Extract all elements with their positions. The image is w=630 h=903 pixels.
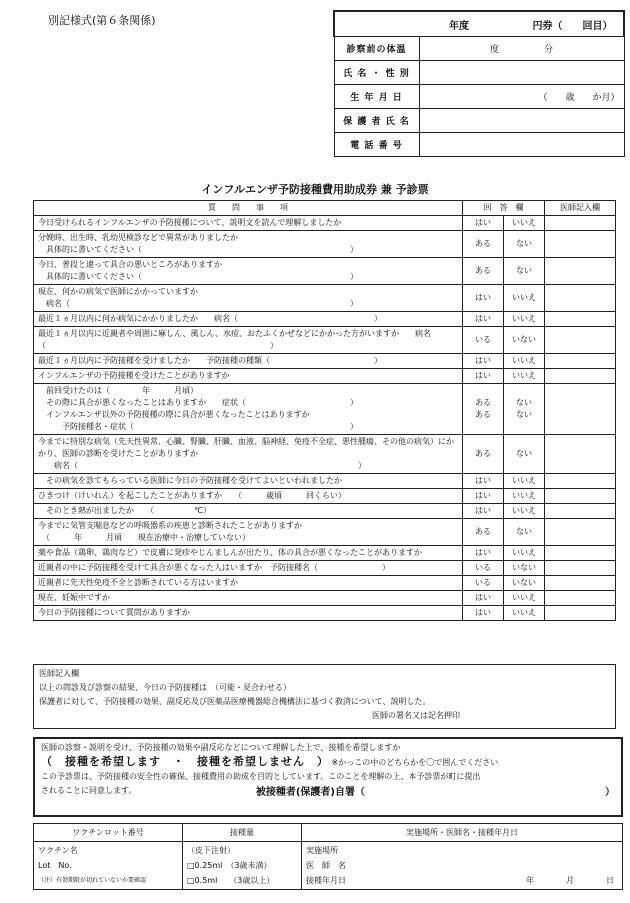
doctor-note-cell[interactable] — [545, 591, 616, 606]
name-gender-field[interactable] — [419, 61, 624, 85]
question-row — [34, 591, 616, 606]
question-row — [34, 231, 616, 258]
temperature-label: 診察前の体温 — [334, 37, 419, 61]
answer-yes[interactable]: はい — [463, 489, 504, 504]
doctor-note-cell[interactable] — [545, 546, 616, 561]
question-text: 前回受けたのは（ 年 月頃） その際に具合が悪くなったことはありますか 症状（ ） インフルエンザ以外の予防接種の際に具合が悪くなったことはありますか 予防接種名・症状（ ） — [34, 384, 463, 435]
answer-yes[interactable]: はい — [463, 474, 504, 489]
answer-no[interactable]: いいえ — [504, 354, 545, 369]
doctor-note-cell[interactable] — [545, 312, 616, 327]
self-signature[interactable]: 被接種者(保護者)自署（ ） — [255, 787, 615, 798]
answer-no[interactable]: いいえ — [504, 285, 545, 312]
answer-no[interactable]: いいえ — [504, 312, 545, 327]
place-header: 実施場所・医師名・接種年月日 — [302, 824, 623, 842]
answer-yes[interactable]: はい — [463, 369, 504, 384]
lot-number-label: Lot No. — [38, 861, 72, 870]
question-text: インフルエンザの予防接種を受けたことがありますか — [34, 369, 463, 384]
answer-no[interactable]: いいえ — [504, 474, 545, 489]
consent-note: ※かっこの中のどちらかを〇で囲んでください — [331, 758, 499, 767]
answer-no[interactable]: いいえ — [504, 606, 545, 621]
consent-agreement-cont: されることに同意します。 — [41, 786, 137, 795]
doctor-note-cell[interactable] — [545, 384, 616, 435]
answer-yes[interactable]: いる — [463, 561, 504, 576]
answer-yes[interactable]: はい — [463, 354, 504, 369]
memo-line-result: 以上の問診及び診察の結果、今日の予防接種は （可能・見合わせる） — [39, 683, 291, 692]
memo-line-explained: 保護者に対して、予防接種の効果、副反応及び医薬品医療機器総合機構法に基づく救済について、説明した。 — [39, 697, 431, 706]
doctor-note-cell[interactable] — [545, 216, 616, 231]
form-number-label: 別記様式(第６条関係) — [48, 14, 156, 27]
consent-question: 医師の診察・説明を受け、予防接種の効果や副反応などについて理解した上で、接種を希望しますか — [41, 743, 401, 752]
question-text: 薬や食品（鶏卵、鶏肉など）で皮膚に発疹やじんましんが出たり、体の具合が悪くなったことがありますか — [34, 546, 463, 561]
answer-header: 回 答 欄 — [463, 201, 545, 216]
lot-header: ワクチンロット番号 — [34, 824, 183, 842]
dose-cell — [183, 842, 302, 890]
doctor-memo — [33, 664, 616, 729]
phone-label: 電 話 番 号 — [334, 133, 419, 157]
place-label: 実施場所 — [306, 846, 338, 855]
question-row — [34, 576, 616, 591]
question-row — [34, 561, 616, 576]
answer-yes[interactable]: いる — [463, 327, 504, 354]
birthdate-field[interactable]: （ 歳 か月） — [419, 85, 624, 109]
answer-no[interactable]: いいえ — [504, 369, 545, 384]
question-header: 質 問 事 項 — [34, 201, 463, 216]
question-text: ひきつけ（けいれん）を起こしたことがありますか （ 歳頃 回くらい） — [34, 489, 463, 504]
answer-no[interactable]: ない ない — [504, 384, 545, 435]
lot-cell[interactable] — [34, 842, 183, 890]
answer-yes[interactable]: はい — [463, 546, 504, 561]
question-text: 最近１ヵ月以内に予防接種を受けましたか 予防接種の種類（ ） — [34, 354, 463, 369]
answer-yes[interactable]: はい — [463, 591, 504, 606]
question-row — [34, 546, 616, 561]
form-title: インフルエンザ予防接種費用助成券 兼 予診票 — [201, 183, 429, 196]
doctor-note-cell[interactable] — [545, 489, 616, 504]
vaccine-name-label: ワクチン名 — [38, 846, 78, 855]
answer-yes[interactable]: はい — [463, 504, 504, 519]
answer-no[interactable]: ない — [504, 519, 545, 546]
question-text: 今までに気管支喘息などの呼吸器系の疾患と診断されたことがありますか （ 年 月頃 現在治療中・治療していない） — [34, 519, 463, 546]
consent-box — [33, 737, 623, 817]
doctor-note-cell[interactable] — [545, 231, 616, 258]
question-text: 最近１ヵ月以内に近親者や周囲に麻しん、風しん、水痘、おたふくかぜなどにかかった方がいますか 病名（ ） — [34, 327, 463, 354]
answer-no[interactable]: ない — [504, 435, 545, 474]
question-row — [34, 285, 616, 312]
temperature-field[interactable]: 度 分 — [419, 37, 624, 61]
doctor-note-cell[interactable] — [545, 354, 616, 369]
answer-no[interactable]: いいえ — [504, 216, 545, 231]
dose-option-05[interactable]: □0.5ml （3歳以上） — [187, 876, 275, 885]
question-row — [34, 354, 616, 369]
answer-yes[interactable]: ある — [463, 519, 504, 546]
doctor-note-cell[interactable] — [545, 258, 616, 285]
dose-option-025[interactable]: □0.25ml （3歳未満） — [187, 861, 272, 870]
question-row — [34, 606, 616, 621]
name-gender-label: 氏 名 ・ 性 別 — [334, 61, 419, 85]
answer-no[interactable]: いない — [504, 327, 545, 354]
question-row — [34, 384, 616, 435]
question-row — [34, 369, 616, 384]
question-text: 近親者の中に予防接種を受けて具合が悪くなった人はいますか 予防接種名（ ） — [34, 561, 463, 576]
answer-yes[interactable]: ある — [463, 435, 504, 474]
question-text: 今までに特別な病気（先天性異常、心臓、腎臓、肝臓、血液、脳神経、免疫不全症、悪性腫瘍、その他の病気）にかかり、医師の診断を受けたことがありますか 病名（ ） — [34, 435, 463, 474]
question-text: 最近１ヵ月以内に何か病気にかかりましたか 病名（ ） — [34, 312, 463, 327]
question-row — [34, 216, 616, 231]
doctor-note-cell[interactable] — [545, 435, 616, 474]
doctor-note-cell[interactable] — [545, 576, 616, 591]
question-text: 近親者に先天性免疫不全と診断されている方はいますか — [34, 576, 463, 591]
question-text: 今日の予防接種について質問がありますか — [34, 606, 463, 621]
doctor-note-cell[interactable] — [545, 327, 616, 354]
place-cell[interactable] — [302, 842, 623, 890]
doctor-signature-label[interactable]: 医師の署名又は記名押印 — [372, 711, 460, 720]
answer-yes[interactable]: ある — [463, 258, 504, 285]
answer-yes[interactable]: はい — [463, 285, 504, 312]
question-text: 現在、妊娠中ですか — [34, 591, 463, 606]
answer-yes[interactable]: はい — [463, 216, 504, 231]
question-row — [34, 504, 616, 519]
doctor-note-cell[interactable] — [545, 474, 616, 489]
date-label: 接種年月日 — [306, 876, 346, 885]
answer-no[interactable]: ない — [504, 231, 545, 258]
guardian-label: 保 護 者 氏 名 — [334, 109, 419, 133]
answer-no[interactable]: いいえ — [504, 489, 545, 504]
answer-no[interactable]: いいえ — [504, 546, 545, 561]
question-row — [34, 519, 616, 546]
question-text: そのとき熱が出ましたか （ ℃） — [34, 504, 463, 519]
answer-no[interactable]: ない — [504, 258, 545, 285]
question-row — [34, 327, 616, 354]
question-text: 現在、何かの病気で医師にかかっていますか 病名（ ） — [34, 285, 463, 312]
question-row — [34, 489, 616, 504]
doctor-note-cell[interactable] — [545, 561, 616, 576]
doctor-note-cell[interactable] — [545, 369, 616, 384]
doctor-name-label: 医 師 名 — [306, 861, 346, 870]
year-ticket-header: 年度 円券（ 回目） — [334, 11, 624, 37]
expiry-note: （注）有効期限が切れていないか要確認 — [38, 877, 147, 884]
answer-no[interactable]: いない — [504, 576, 545, 591]
consent-choice[interactable]: （ 接種を希望します ・ 接種を希望しません ） — [41, 755, 329, 768]
patient-info-table — [333, 10, 625, 157]
dose-header: 接種量 — [183, 824, 302, 842]
vaccine-table — [33, 823, 623, 890]
question-row — [34, 435, 616, 474]
question-row — [34, 474, 616, 489]
date-format: 年 月 日 — [526, 876, 614, 885]
dose-route: （皮下注射） — [187, 846, 235, 855]
question-row — [34, 258, 616, 285]
guardian-field[interactable] — [419, 109, 624, 133]
answer-yes[interactable]: はい — [463, 312, 504, 327]
answer-yes[interactable]: ある — [463, 231, 504, 258]
answer-no[interactable]: いない — [504, 561, 545, 576]
consent-agreement: この予診票は、予防接種の安全性の確保、接種費用の助成を目的としています。このことを理解の上、本予診票が町に提出 — [41, 772, 481, 781]
answer-yes[interactable]: ある ある — [463, 384, 504, 435]
doctor-note-cell[interactable] — [545, 519, 616, 546]
phone-field[interactable] — [419, 133, 624, 157]
doctor-note-cell[interactable] — [545, 504, 616, 519]
answer-yes[interactable]: はい — [463, 606, 504, 621]
questionnaire-table — [33, 200, 616, 621]
question-text: 分娩時、出生時、乳幼児検診などで異常がありましたか 具体的に書いてください（ ） — [34, 231, 463, 258]
doctor-note-cell[interactable] — [545, 606, 616, 621]
question-text: 今日、普段と違って具合の悪いところがありますか 具体的に書いてください（ ） — [34, 258, 463, 285]
question-text: その病気を診てもらっている医師に今日の予防接種を受けてよいといわれましたか — [34, 474, 463, 489]
answer-yes[interactable]: いる — [463, 576, 504, 591]
answer-no[interactable]: いいえ — [504, 591, 545, 606]
question-text: 今日受けられるインフルエンザの予防接種について、説明文を読んで理解しましたか — [34, 216, 463, 231]
memo-heading: 医師記入欄 — [39, 669, 79, 678]
birthdate-label: 生 年 月 日 — [334, 85, 419, 109]
doctor-note-cell[interactable] — [545, 285, 616, 312]
doctor-header: 医師記入欄 — [545, 201, 616, 216]
question-row — [34, 312, 616, 327]
answer-no[interactable]: いいえ — [504, 504, 545, 519]
